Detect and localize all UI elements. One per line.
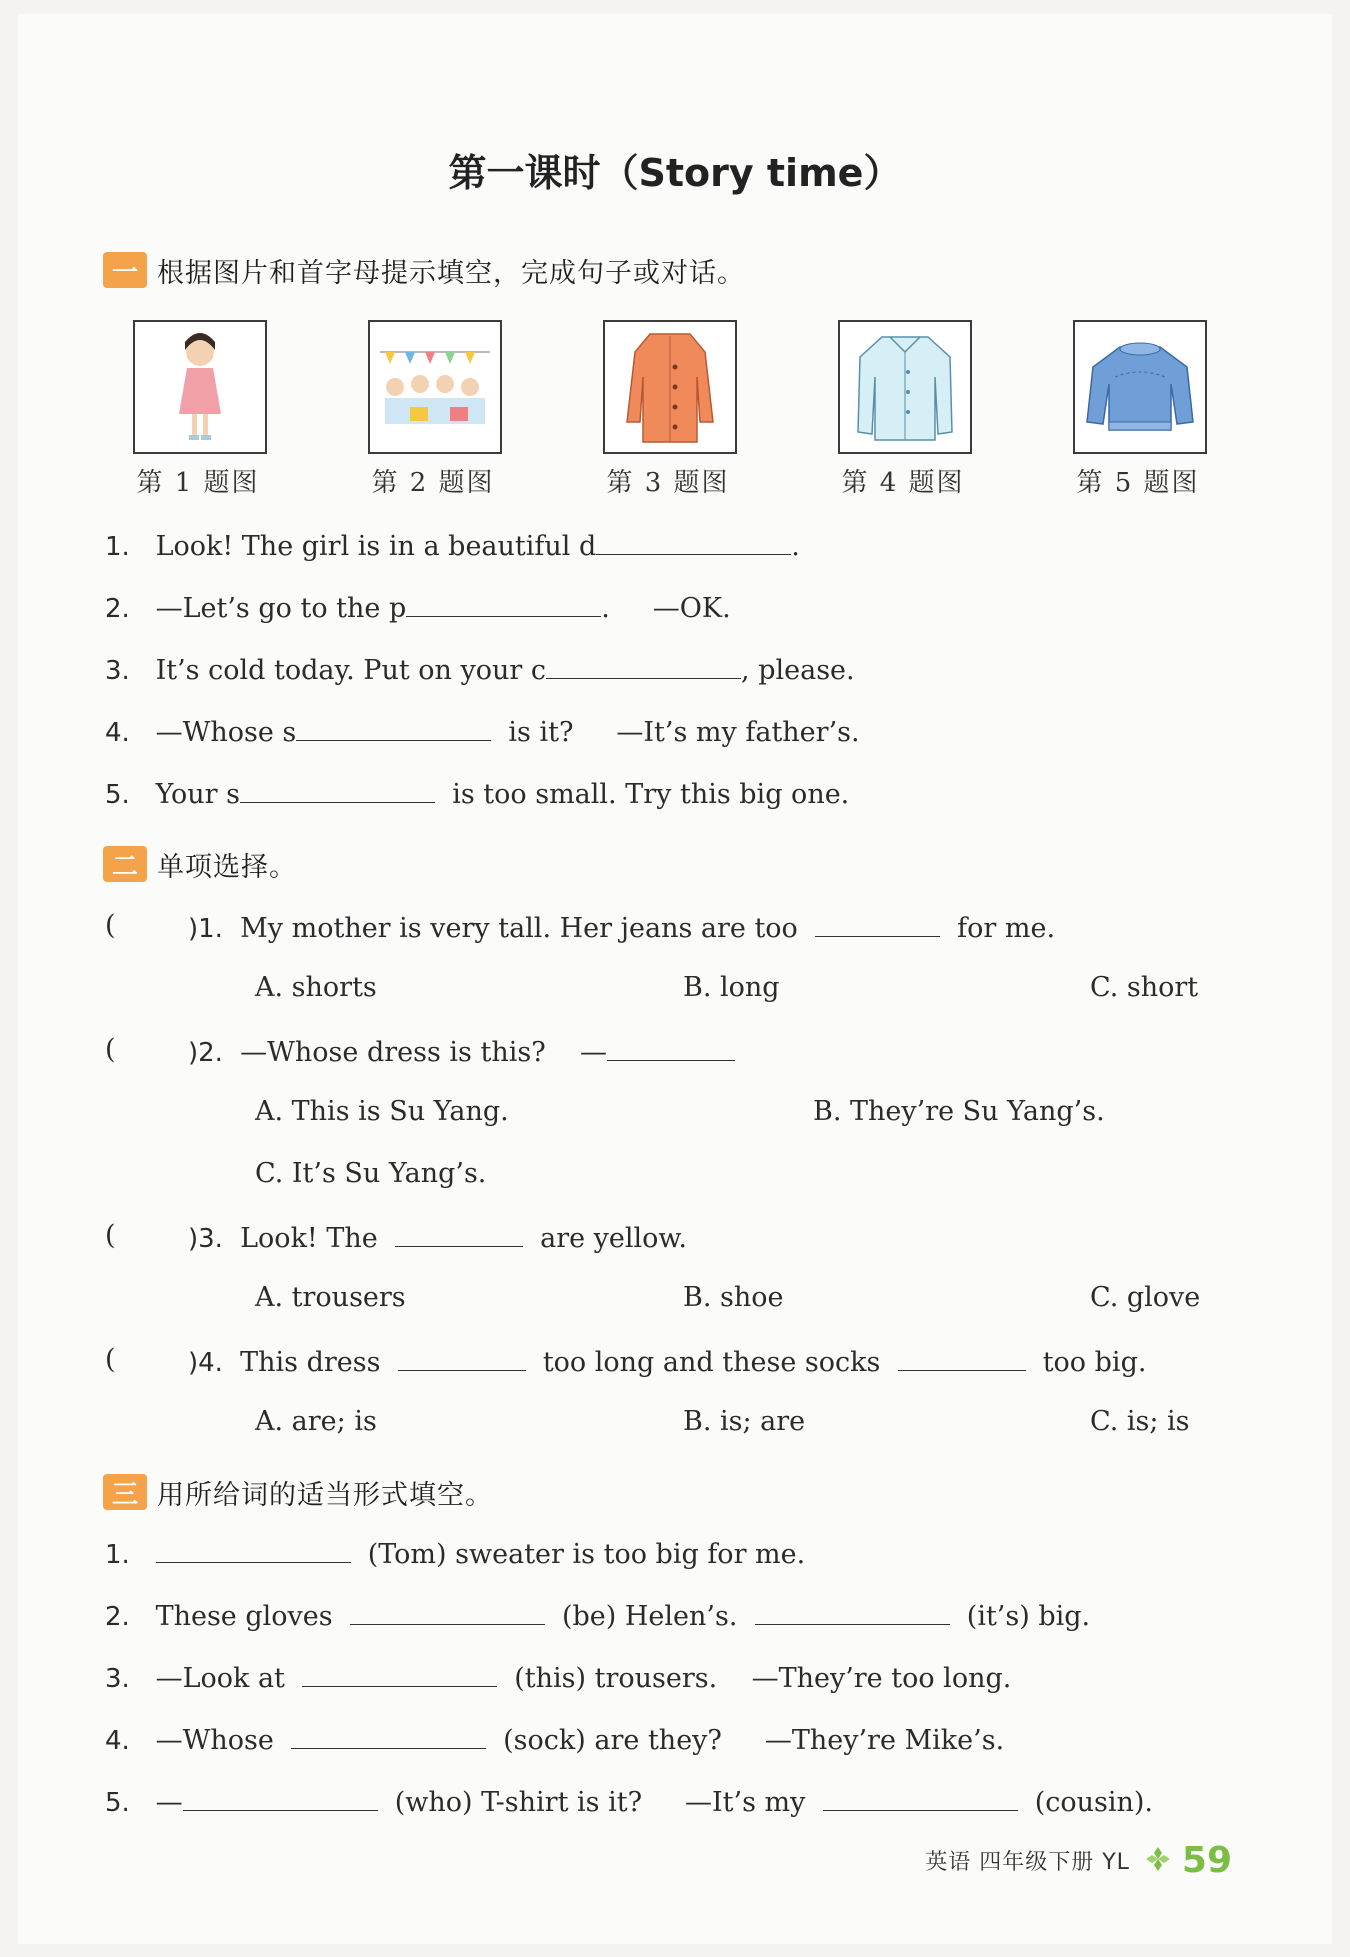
picture-party	[368, 320, 502, 454]
q4-option-a[interactable]: A. are; is	[255, 1406, 377, 1437]
answer-blank[interactable]	[296, 714, 491, 741]
section-2-heading	[103, 844, 297, 884]
part3-question-5: 5. — (who) T-shirt is it? —It’s my (cousin).	[105, 1784, 1153, 1818]
section-2-number: 二	[103, 846, 147, 882]
q2-option-a[interactable]: A. This is Su Yang.	[255, 1096, 509, 1127]
diamond-ornament-icon	[1144, 1845, 1172, 1877]
answer-blank[interactable]	[546, 652, 741, 679]
answer-blank[interactable]	[898, 1344, 1026, 1371]
q1-option-c[interactable]: C. short	[1090, 972, 1199, 1003]
answer-blank[interactable]	[823, 1784, 1018, 1811]
answer-blank[interactable]	[815, 910, 940, 937]
page-title: 第一课时（Story time）	[448, 151, 902, 195]
answer-bracket-2[interactable]: (	[105, 1034, 116, 1065]
choice-question-2: )2. —Whose dress is this? —	[188, 1034, 735, 1068]
caption-picture-3: 第 3 题图	[606, 468, 730, 498]
answer-blank[interactable]	[596, 528, 791, 555]
answer-blank[interactable]	[398, 1344, 526, 1371]
q1-option-b[interactable]: B. long	[683, 972, 780, 1003]
section-2-instruction: 单项选择。	[157, 851, 297, 883]
choice-question-4: )4. This dress too long and these socks too big.	[188, 1344, 1146, 1378]
answer-blank[interactable]	[156, 1536, 351, 1563]
choice-question-3: )3. Look! The are yellow.	[188, 1220, 687, 1254]
section-3-instruction: 用所给词的适当形式填空。	[157, 1479, 493, 1511]
choice-question-1: )1. My mother is very tall. Her jeans are too for me.	[188, 910, 1055, 944]
section-1-heading	[103, 250, 745, 290]
answer-blank[interactable]	[183, 1784, 378, 1811]
q3-option-b[interactable]: B. shoe	[683, 1282, 784, 1313]
page-footer	[925, 1840, 1232, 1881]
caption-picture-5: 第 5 题图	[1076, 468, 1200, 498]
answer-blank[interactable]	[240, 776, 435, 803]
caption-picture-1: 第 1 题图	[136, 468, 260, 498]
answer-blank[interactable]	[406, 590, 601, 617]
part3-question-3: 3. —Look at (this) trousers. —They’re too long.	[105, 1660, 1011, 1694]
section-3-heading	[103, 1472, 493, 1512]
part1-question-2: 2. —Let’s go to the p . —OK.	[105, 590, 731, 624]
answer-blank[interactable]	[755, 1598, 950, 1625]
q1-option-a[interactable]: A. shorts	[255, 972, 377, 1003]
picture-coat	[603, 320, 737, 454]
picture-sweater	[1073, 320, 1207, 454]
part3-question-4: 4. —Whose (sock) are they? —They’re Mike’s.	[105, 1722, 1004, 1756]
part1-question-4: 4. —Whose s is it? —It’s my father’s.	[105, 714, 860, 748]
answer-bracket-1[interactable]: (	[105, 910, 116, 941]
picture-girl-in-dress	[133, 320, 267, 454]
caption-picture-4: 第 4 题图	[841, 468, 965, 498]
q3-option-c[interactable]: C. glove	[1090, 1282, 1201, 1313]
q4-option-c[interactable]: C. is; is	[1090, 1406, 1190, 1437]
part3-question-2: 2. These gloves (be) Helen’s. (it’s) big.	[105, 1598, 1090, 1632]
q3-option-a[interactable]: A. trousers	[255, 1282, 406, 1313]
book-info: 英语 四年级下册 YL	[925, 1850, 1130, 1875]
q4-option-b[interactable]: B. is; are	[683, 1406, 806, 1437]
answer-blank[interactable]	[607, 1034, 735, 1061]
part1-question-1: 1. Look! The girl is in a beautiful d .	[105, 528, 800, 562]
section-1-number: 一	[103, 252, 147, 288]
part1-question-5: 5. Your s is too small. Try this big one.	[105, 776, 849, 810]
answer-bracket-3[interactable]: (	[105, 1220, 116, 1251]
section-3-number: 三	[103, 1474, 147, 1510]
q2-option-c[interactable]: C. It’s Su Yang’s.	[255, 1158, 487, 1189]
answer-blank[interactable]	[350, 1598, 545, 1625]
answer-blank[interactable]	[291, 1722, 486, 1749]
answer-bracket-4[interactable]: (	[105, 1344, 116, 1375]
answer-blank[interactable]	[395, 1220, 523, 1247]
caption-picture-2: 第 2 题图	[371, 468, 495, 498]
part3-question-1: 1. (Tom) sweater is too big for me.	[105, 1536, 805, 1570]
answer-blank[interactable]	[302, 1660, 497, 1687]
q2-option-b[interactable]: B. They’re Su Yang’s.	[813, 1096, 1105, 1127]
section-1-instruction: 根据图片和首字母提示填空，完成句子或对话。	[157, 257, 745, 289]
picture-shirt	[838, 320, 972, 454]
page-number: 59	[1181, 1840, 1232, 1881]
part1-question-3: 3. It’s cold today. Put on your c , please.	[105, 652, 855, 686]
